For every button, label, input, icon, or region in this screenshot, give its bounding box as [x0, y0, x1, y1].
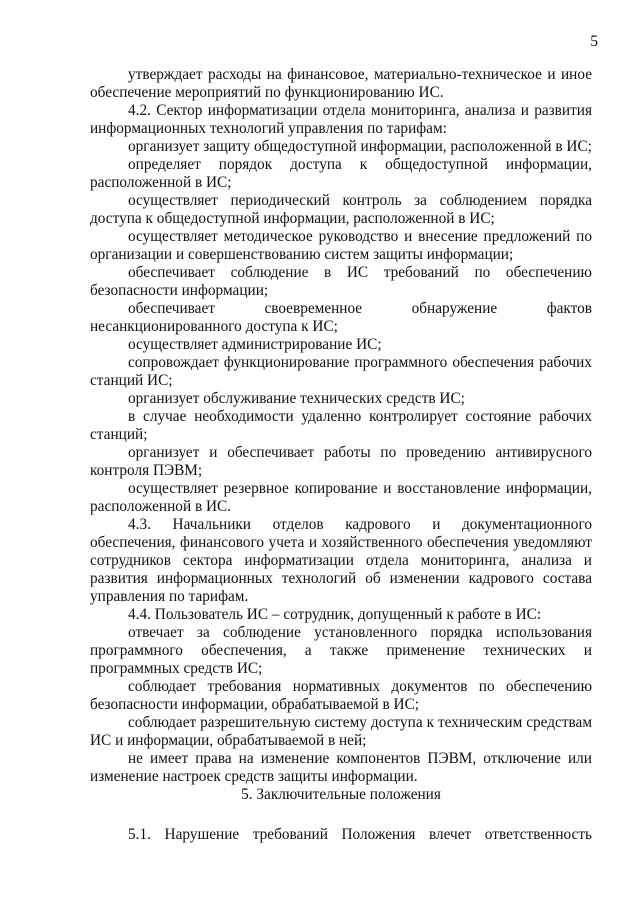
list-item: сопровождает функционирование программного обеспечения рабочих станций ИС; [90, 354, 592, 389]
list-item: организует и обеспечивает работы по проведению антивирусного контроля ПЭВМ; [90, 444, 592, 479]
list-item: обеспечивает своевременное обнаружение фактов несанкционированного доступа к ИС; [90, 300, 592, 335]
list-item: осуществляет методическое руководство и внесение предложений по организации и совершенствованию систем защиты информации; [90, 228, 592, 263]
document-body [90, 66, 592, 844]
list-item: в случае необходимости удаленно контролирует состояние рабочих станций; [90, 408, 592, 443]
list-item: организует обслуживание технических средств ИС; [128, 390, 465, 407]
list-item: осуществляет периодический контроль за соблюдением порядка доступа к общедоступной информации, расположенной в ИС; [90, 192, 592, 227]
paragraph: 4.2. Сектор информатизации отдела мониторинга, анализа и развития информационных технологий управления по тарифам: [90, 102, 592, 137]
list-item: определяет порядок доступа к общедоступной информации, расположенной в ИС; [90, 156, 592, 191]
page-number: 5 [590, 33, 598, 50]
section-heading: 5. Заключительные положения [241, 786, 441, 803]
list-item: осуществляет резервное копирование и восстановление информации, расположенной в ИС. [90, 480, 592, 515]
list-item: соблюдает требования нормативных документов по обеспечению безопасности информации, обрабатываемой в ИС; [90, 678, 592, 713]
list-item: организует защиту общедоступной информации, расположенной в ИС; [128, 138, 592, 155]
list-item: не имеет права на изменение компонентов ПЭВМ, отключение или изменение настроек средств защиты информации. [90, 750, 592, 785]
paragraph: 4.4. Пользователь ИС – сотрудник, допущенный к работе в ИС: [128, 606, 542, 623]
paragraph: 4.3. Начальники отделов кадрового и документационного обеспечения, финансового учета и хозяйственного обеспечения уведомляют сотрудников сектора информатизации отдела мониторинга, анализа и развития информационных технологий об изменении кадрового состава управления по тарифам. [90, 516, 592, 605]
list-item: отвечает за соблюдение установленного порядка использования программного обеспечения, а также применение технических и программных средств ИС; [90, 624, 592, 677]
list-item: обеспечивает соблюдение в ИС требований по обеспечению безопасности информации; [90, 264, 592, 299]
list-item: осуществляет администрирование ИС; [128, 336, 382, 353]
paragraph: утверждает расходы на финансовое, материально-техническое и иное обеспечение мероприятий по функционированию ИС. [90, 66, 592, 101]
paragraph: 5.1. Нарушение требований Положения влечет ответственность [128, 826, 592, 843]
list-item: соблюдает разрешительную систему доступа к техническим средствам ИС и информации, обрабатываемой в ней; [90, 714, 592, 749]
